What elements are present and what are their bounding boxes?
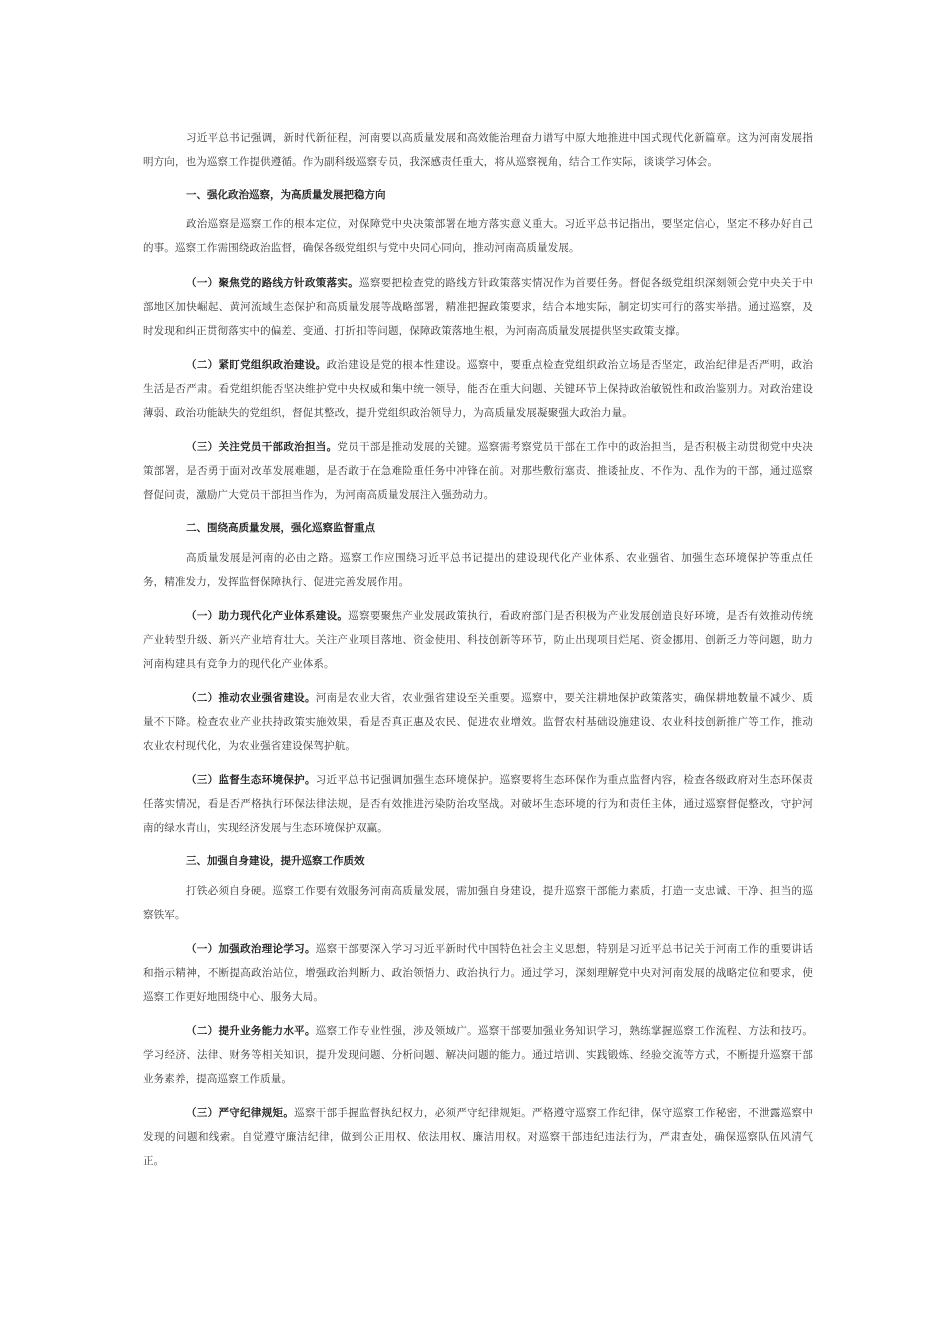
item-text: 习近平总书记强调加强生态环境保护。巡察要将生态环保作为重点监督内容，检查各级政府对生态环保责任落实情况，看是否严格执行环保法律法规，是否有效推进污染防治攻坚战。对破坏生态环境的行为和责任主体，通过巡察督促整改，守护河南的绿水青山，实现经济发展与生态环境保护双赢。 (143, 774, 813, 834)
item-text: 巡察干部要深入学习习近平新时代中国特色社会主义思想，特别是习近平总书记关于河南工作的重要讲话和指示精神，不断提高政治站位，增强政治判断力、政治领悟力、政治执行力。通过学习，深刻理解党中央对河南发展的战略定位和要求，使巡察工作更好地围绕中心、服务大局。 (143, 943, 813, 1003)
item-text: 巡察要把检查党的路线方针政策落实情况作为首要任务。督促各级党组织深刻领会党中央关于中部地区加快崛起、黄河流域生态保护和高质量发展等战略部署，精准把握政策要求，结合本地实际，制定切实可行的落实举措。通过巡察，及时发现和纠正贯彻落实中的偏差、变通、打折扣等问题，保障政策落地生根，为河南高质量发展提供坚实政策支撑。 (143, 277, 813, 337)
item-text: 巡察干部手握监督执纪权力，必须严守纪律规矩。严格遵守巡察工作纪律，保守巡察工作秘密，不泄露巡察中发现的问题和线索。自觉遵守廉洁纪律，做到公正用权、依法用权、廉洁用权。对巡察干部违纪违法行为，严肃查处，确保巡察队伍风清气正。 (143, 1107, 814, 1167)
item-lead: （二）推动农业强省建设。 (186, 692, 316, 704)
item-text: 河南是农业大省，农业强省建设至关重要。巡察中，要关注耕地保护政策落实，确保耕地数量不减少、质量不下降。检查农业产业扶持政策实施效果，看是否真正惠及农民、促进农业增效。监督农村基础设施建设、农业科技创新推广等工作，推动农业农村现代化，为农业强省建设保驾护航。 (143, 692, 813, 752)
item-text: 巡察工作专业性强，涉及领域广。巡察干部要加强业务知识学习，熟练掌握巡察工作流程、方法和技巧。学习经济、法律、财务等相关知识，提升发现问题、分析问题、解决问题的能力。通过培训、实践锻炼、经验交流等方式，不断提升巡察干部业务素养，提高巡察工作质量。 (143, 1025, 813, 1085)
section-intro-2: 高质量发展是河南的必由之路。巡察工作应围绕习近平总书记提出的建设现代化产业体系、农业强省、加强生态环境保护等重点任务，精准发力，发挥监督保障执行、促进完善发展作用。 (143, 552, 813, 588)
item-text: 党员干部是推动发展的关键。巡察需考察党员干部在工作中的政治担当，是否积极主动贯彻党中央决策部署，是否勇于面对改革发展难题，是否敢于在急难险重任务中冲锋在前。对那些敷衍塞责、推诿扯皮、不作为、乱作为的干部，通过巡察督促问责，激励广大党员干部担当作为，为河南高质量发展注入强劲动力。 (143, 441, 813, 501)
section-heading-3: 三、加强自身建设，提升巡察工作质效 (186, 855, 365, 867)
item-lead: （二）提升业务能力水平。 (186, 1025, 316, 1037)
section-item-1-1 (143, 271, 813, 343)
item-lead: （三）监督生态环境保护。 (186, 774, 316, 786)
section-intro-1: 政治巡察是巡察工作的根本定位，对保障党中央决策部署在地方落实意义重大。习近平总书记指出，要坚定信心，坚定不移办好自己的事。巡察工作需围绕政治监督，确保各级党组织与党中央同心同向，推动河南高质量发展。 (143, 218, 813, 254)
item-text: 政治建设是党的根本性建设。巡察中，要重点检查党组织政治立场是否坚定，政治纪律是否严明，政治生活是否严肃。看党组织能否坚决维护党中央权威和集中统一领导，能否在重大问题、关键环节上保持政治敏锐性和政治鉴别力。对政治建设薄弱、政治功能缺失的党组织，督促其整改，提升党组织政治领导力，为高质量发展凝聚强大政治力量。 (143, 359, 814, 419)
item-lead: （一）助力现代化产业体系建设。 (186, 610, 349, 622)
section-item-3-2 (143, 1019, 813, 1091)
item-lead: （三）严守纪律规矩。 (186, 1107, 295, 1119)
item-lead: （一）加强政治理论学习。 (186, 943, 316, 955)
item-lead: （二）紧盯党组织政治建设。 (186, 359, 327, 371)
section-item-1-3 (143, 435, 813, 507)
section-heading-2: 二、围绕高质量发展，强化巡察监督重点 (186, 522, 375, 534)
section-item-2-1 (143, 604, 813, 676)
section-item-3-1 (143, 937, 813, 1009)
intro-paragraph: 习近平总书记强调，新时代新征程，河南要以高质量发展和高效能治理奋力谱写中原大地推进中国式现代化新篇章。这为河南发展指明方向，也为巡察工作提供遵循。作为副科级巡察专员，我深感责任重大，将从巡察视角，结合工作实际，谈谈学习体会。 (143, 132, 813, 168)
section-intro-3: 打铁必须自身硬。巡察工作要有效服务河南高质量发展，需加强自身建设，提升巡察干部能力素质，打造一支忠诚、干净、担当的巡察铁军。 (143, 885, 813, 921)
section-item-3-3 (143, 1101, 813, 1173)
section-item-2-2 (143, 686, 813, 758)
section-heading-1: 一、强化政治巡察，为高质量发展把稳方向 (186, 189, 386, 201)
section-item-1-2 (143, 353, 813, 425)
section-item-2-3 (143, 768, 813, 840)
item-lead: （三）关注党员干部政治担当。 (186, 441, 338, 453)
item-text: 巡察要聚焦产业发展政策执行，看政府部门是否积极为产业发展创造良好环境，是否有效推动传统产业转型升级、新兴产业培育壮大。关注产业项目落地、资金使用、科技创新等环节，防止出现项目烂尾、资金挪用、创新乏力等问题，助力河南构建具有竞争力的现代化产业体系。 (143, 610, 814, 670)
item-lead: （一）聚焦党的路线方针政策落实。 (186, 277, 360, 289)
